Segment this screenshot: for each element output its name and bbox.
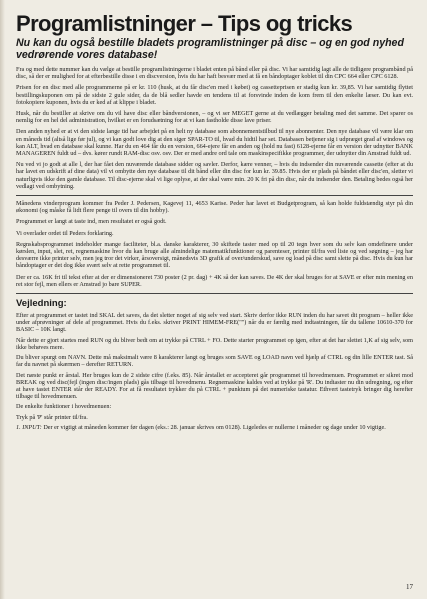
guide-paragraph: Det næste punkt er årstal. Her bruges kun de 2 sidste cifre (f.eks. 85). Når årstallet er accepteret går programmet til hovedmenuen. Programmet er sikret mod BREAK og ved disc(fejl (ingen disc/ingen plads) gås tilbage til hovedmenu. Regnemaskine kaldes ved at trykke på 'R'. Du indtaster nu din udregning, og efter at have tastet ENTER står der READY. For at få resultatet trykker du på CTRL + punktum på det numeriske tastatur. Ethvert tastetryk bringer dig herefter tilbage til hovedmenuen. <box>16 371 413 401</box>
intro-paragraph: Fra og med dette nummer kan du vælge at bestille programlistningerne i bladet enten på bånd eller på disc. Vi har samtidig lagt alle de tidligere programbånd på disc, så der er mulighed for at efterbestille disse i en discversion, hvis du har haft besvær med at få en båndoptager koblet til din CPC 664 eller CPC 6128. <box>16 66 413 81</box>
guide-paragraph: Efter at programmet er tastet ind SKAL det saves, da det sletter noget af sig selv ved start. Skriv derfor ikke RUN inden du har savet dit program – heller ikke under afprøvninger af dele af programmet. Hvis du f.eks. skriver PRINT HIMEM-FRE("") når du er færdig med indtastningen, får du tallene 10610-370 for BASIC – 10K langt. <box>16 312 413 334</box>
winner-paragraph: Programmet er langt at taste ind, men resultatet er også godt. <box>16 218 167 226</box>
list-item-text: Der er vigtigt at måneden kommer før dagen (eks.: 28. januar skrives om 0128). Ligeledes er nullerne i måneder og dage under 10 vigtige. <box>41 423 386 431</box>
intro-paragraph: Prisen for en disc med alle programmerne på er kr. 110 (husk, at du får disc'en med i købet) og cassetteprisen er stadig kun kr. 39,85. Vi har samtidig flyttet bestillingskuponen om på de sidste 2 gule sider, da de blå sedler havde en tendens til at forsvinde inden de kom frem til den enkelte læser. Du kan evt. fotokopiere kuponen, hvis du er ked af at klippe i bladet. <box>16 84 413 106</box>
winner-paragraph: Vi overlader ordet til Peders forklaring. <box>16 229 114 237</box>
section-divider <box>16 195 413 196</box>
guide-section <box>16 298 413 431</box>
guide-paragraph: Når dette er gjort startes med RUN og du bliver bedt om at trykke på CTRL + FO. Dette starter programmet op igen, efter at det har slettet 1,K af sig selv, som ikke behøves mere. <box>16 336 413 351</box>
winner-paragraph: Der er ca. 16K fri til tekst efter at der er dimensioneret 730 poster (2 pr. dag) + 4K så der kan saves. De 4K der skal bruges for at SAVE er efter min mening en ret stor fejl, men ellers er Amstrad jo bare SUPER. <box>16 273 413 288</box>
lead-paragraph: Nu kan du også bestille bladets programlistninger på disc – og en god nyhed vedrørende vores database! <box>16 37 404 61</box>
intro-section <box>16 66 413 190</box>
winner-paragraph: Regnskabsprogrammet indeholder mange faciliteter, bl.a. danske karakterer, 30 skiftede taster med op til 20 tegn hver som du selv kan omdefinere under kørslen, input, slet, ret, regnemaskine hvor du kan bruge alle almindelige matematikfunktioner og parenteser, printer til/fra ved liste og ved søgning – jeg har desværre ikke printer selv, men jeg tror det virker, årsoversigt, månedsvis 3D grafik af over/underskud, save og load på disc samt slette på disc. Hvis du kun har båndoptager er det dog ikke svært selv at rette programmet til. <box>16 240 413 270</box>
intro-paragraph: Husk, når du bestiller at skrive om du vil have disc eller båndversionen, – og vi ser MEGET gerne at du vedlægger betaling med det samme. Det sparer os nemlig for en hel del administration, hvilket er en forudsætning for at vi kan fastholde disse lave priser. <box>16 110 413 125</box>
list-item-label: 1. INPUT: <box>16 423 42 431</box>
intro-paragraph: Den anden nyhed er at vi den sidste lange tid har arbejdet på en helt ny database som abonnementstilbud til nye abonnenter. Den nye database vil være klar om en måneds tid (altså lige før jul), og vi kan godt love dig at den siger SPAR-TO til, hvad du hidtil har set. Databasen betjener sig i udpræget grad af windows og kan ALT, hvad en database skal kunne. Har du en 464 får du en version, 664-ejere får en anden og (hold nu fast) 6128-ejerne får en version der udnytter BANK MANAGEREN fuldt ud – dvs. kører rundt RAM-disc osv. osv. Der er med andre ord tale om maskinspecifikke programmer, der udnytter din Amstrad fuldt ud. <box>16 128 413 158</box>
winner-paragraph: Månedens vinderprogram kommer fra Peder J. Pedersen, Kagevej 11, 4653 Karise. Peder har lavet et Budgetprogram, så kan holde fuldstændig styr på din økonomi (og måske få lidt flere penge til overs til din hobby). <box>16 200 413 215</box>
intro-paragraph: Nu ved vi jo godt at alle l, der har fået den nuværende database sidder og savler. Derfor, kære venner, – hvis du indsender din nuværende cassette (efter at du har lavet en udskrift af dine data) vil vi ombytte den nye database til dit bånd eller din disc for kun kr. 39.85. Hvis der er plads på båndet eller disc'en, sletter vi naturligvis ikke den gamle database. Til disc-ejerne skal vi lige oplyse, at der skal være min. 20 K fri på din disc, når du indsender den. Betaling bedes også her vedlagt ved ombytning. <box>16 161 413 190</box>
guide-paragraph: Tryk på 'P' står printer til/fra. <box>16 413 88 421</box>
section-divider <box>16 293 413 294</box>
guide-list-item <box>16 424 413 431</box>
page-number: 17 <box>406 583 413 591</box>
guide-paragraph: De enkelte funktioner i hovedmenuen: <box>16 403 112 411</box>
guide-heading: Vejledning: <box>16 298 67 310</box>
page-title: Programlistninger – Tips og tricks <box>16 11 353 36</box>
winner-section <box>16 200 413 288</box>
guide-paragraph: Du bliver spurgt om NAVN. Dette må maksimalt være 8 karakterer langt og bruges som SAVE og LOAD navn ved hjælp af CTRL og din lille ENTER tast. Så far du navnet på skærmen – derefter RETURN. <box>16 354 413 369</box>
